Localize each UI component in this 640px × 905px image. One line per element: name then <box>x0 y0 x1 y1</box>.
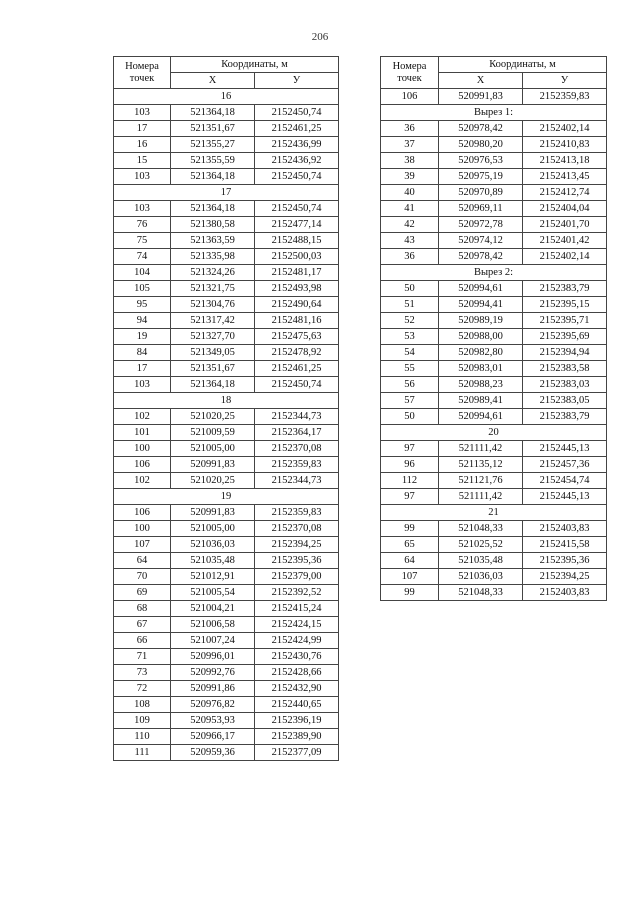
point-number-cell: 54 <box>381 345 439 361</box>
y-coordinate-cell: 2152450,74 <box>255 201 339 217</box>
x-coordinate-cell: 521007,24 <box>171 633 255 649</box>
x-coordinate-cell: 521004,21 <box>171 601 255 617</box>
table-row <box>114 681 339 697</box>
y-coordinate-cell: 2152477,14 <box>255 217 339 233</box>
x-coordinate-cell: 520996,01 <box>171 649 255 665</box>
point-number-cell: 105 <box>114 281 171 297</box>
table-row <box>381 361 607 377</box>
y-coordinate-cell: 2152430,76 <box>255 649 339 665</box>
section-row <box>381 265 607 281</box>
table-row <box>114 345 339 361</box>
point-number-cell: 40 <box>381 185 439 201</box>
x-coordinate-cell: 521364,18 <box>171 377 255 393</box>
point-number-cell: 97 <box>381 441 439 457</box>
table-row <box>381 441 607 457</box>
y-coordinate-cell: 2152481,16 <box>255 313 339 329</box>
point-number-cell: 111 <box>114 745 171 761</box>
y-coordinate-cell: 2152383,03 <box>523 377 607 393</box>
point-number-cell: 15 <box>114 153 171 169</box>
table-row <box>114 745 339 761</box>
table-row <box>381 393 607 409</box>
y-coordinate-cell: 2152415,24 <box>255 601 339 617</box>
y-coordinate-cell: 2152383,79 <box>523 409 607 425</box>
table-row <box>381 489 607 505</box>
table-row <box>114 697 339 713</box>
section-label: 17 <box>114 185 339 201</box>
point-number-cell: 96 <box>381 457 439 473</box>
point-number-cell: 43 <box>381 233 439 249</box>
section-label: Вырез 1: <box>381 105 607 121</box>
table-row <box>114 569 339 585</box>
x-coordinate-cell: 520991,83 <box>171 505 255 521</box>
table-row <box>114 121 339 137</box>
x-coordinate-cell: 521364,18 <box>171 201 255 217</box>
point-number-cell: 64 <box>114 553 171 569</box>
point-number-cell: 56 <box>381 377 439 393</box>
table-row <box>381 345 607 361</box>
y-coordinate-cell: 2152424,99 <box>255 633 339 649</box>
table-row <box>381 329 607 345</box>
point-number-cell: 64 <box>381 553 439 569</box>
y-coordinate-cell: 2152461,25 <box>255 361 339 377</box>
y-coordinate-cell: 2152383,05 <box>523 393 607 409</box>
point-number-cell: 107 <box>114 537 171 553</box>
point-number-cell: 101 <box>114 425 171 441</box>
x-coordinate-cell: 521005,54 <box>171 585 255 601</box>
x-coordinate-cell: 521380,58 <box>171 217 255 233</box>
y-coordinate-cell: 2152359,83 <box>255 457 339 473</box>
y-coordinate-cell: 2152415,58 <box>523 537 607 553</box>
page-number: 206 <box>311 31 329 43</box>
x-coordinate-cell: 521355,59 <box>171 153 255 169</box>
section-label: 19 <box>114 489 339 505</box>
table-row <box>114 377 339 393</box>
point-number-cell: 50 <box>381 409 439 425</box>
x-coordinate-cell: 520974,12 <box>439 233 523 249</box>
point-number-cell: 67 <box>114 617 171 633</box>
table-row <box>114 585 339 601</box>
table-row <box>114 601 339 617</box>
point-number-cell: 55 <box>381 361 439 377</box>
point-number-cell: 41 <box>381 201 439 217</box>
table-row <box>114 217 339 233</box>
point-number-cell: 68 <box>114 601 171 617</box>
table-row <box>114 633 339 649</box>
table-row <box>381 585 607 601</box>
table-row <box>381 249 607 265</box>
x-coordinate-cell: 521020,25 <box>171 409 255 425</box>
table-row <box>381 153 607 169</box>
y-coordinate-cell: 2152383,58 <box>523 361 607 377</box>
section-row <box>114 89 339 105</box>
table-row <box>114 137 339 153</box>
y-coordinate-cell: 2152432,90 <box>255 681 339 697</box>
y-coordinate-cell: 2152389,90 <box>255 729 339 745</box>
point-number-cell: 57 <box>381 393 439 409</box>
y-coordinate-cell: 2152395,71 <box>523 313 607 329</box>
table-row <box>381 121 607 137</box>
x-coordinate-cell: 521048,33 <box>439 521 523 537</box>
section-label: 20 <box>381 425 607 441</box>
section-row <box>114 489 339 505</box>
x-coordinate-cell: 520953,93 <box>171 713 255 729</box>
point-number-cell: 95 <box>114 297 171 313</box>
x-coordinate-cell: 521324,26 <box>171 265 255 281</box>
point-number-cell: 36 <box>381 121 439 137</box>
y-coordinate-cell: 2152450,74 <box>255 169 339 185</box>
x-coordinate-cell: 521048,33 <box>439 585 523 601</box>
point-number-cell: 94 <box>114 313 171 329</box>
x-coordinate-cell: 521349,05 <box>171 345 255 361</box>
point-number-cell: 74 <box>114 249 171 265</box>
table-row <box>381 313 607 329</box>
y-coordinate-cell: 2152344,73 <box>255 473 339 489</box>
y-coordinate-cell: 2152428,66 <box>255 665 339 681</box>
table-row <box>114 313 339 329</box>
table-row <box>114 521 339 537</box>
point-number-cell: 16 <box>114 137 171 153</box>
y-coordinate-cell: 2152396,19 <box>255 713 339 729</box>
table-row <box>381 89 607 105</box>
x-coordinate-cell: 521135,12 <box>439 457 523 473</box>
header-points-line1: Номера <box>125 60 159 72</box>
x-coordinate-cell: 521364,18 <box>171 105 255 121</box>
coordinates-table-right <box>380 56 607 601</box>
y-coordinate-cell: 2152379,00 <box>255 569 339 585</box>
y-coordinate-cell: 2152394,25 <box>255 537 339 553</box>
y-coordinate-cell: 2152500,03 <box>255 249 339 265</box>
y-coordinate-cell: 2152359,83 <box>255 505 339 521</box>
point-number-cell: 106 <box>114 505 171 521</box>
section-row <box>114 185 339 201</box>
x-coordinate-cell: 520969,11 <box>439 201 523 217</box>
header-points-line2: точек <box>129 72 155 84</box>
point-number-cell: 53 <box>381 329 439 345</box>
y-coordinate-cell: 2152404,04 <box>523 201 607 217</box>
point-number-cell: 100 <box>114 441 171 457</box>
section-row <box>381 105 607 121</box>
header-y: У <box>523 73 607 89</box>
table-row <box>114 409 339 425</box>
y-coordinate-cell: 2152364,17 <box>255 425 339 441</box>
table-row <box>114 649 339 665</box>
point-number-cell: 108 <box>114 697 171 713</box>
table-row <box>381 537 607 553</box>
point-number-cell: 70 <box>114 569 171 585</box>
y-coordinate-cell: 2152440,65 <box>255 697 339 713</box>
y-coordinate-cell: 2152403,83 <box>523 521 607 537</box>
y-coordinate-cell: 2152436,99 <box>255 137 339 153</box>
x-coordinate-cell: 521035,48 <box>439 553 523 569</box>
x-coordinate-cell: 521351,67 <box>171 361 255 377</box>
y-coordinate-cell: 2152445,13 <box>523 441 607 457</box>
y-coordinate-cell: 2152395,69 <box>523 329 607 345</box>
table-row <box>114 169 339 185</box>
y-coordinate-cell: 2152370,08 <box>255 521 339 537</box>
table-row <box>114 265 339 281</box>
x-coordinate-cell: 520991,83 <box>171 457 255 473</box>
y-coordinate-cell: 2152454,74 <box>523 473 607 489</box>
x-coordinate-cell: 520978,42 <box>439 121 523 137</box>
y-coordinate-cell: 2152401,42 <box>523 233 607 249</box>
x-coordinate-cell: 521035,48 <box>171 553 255 569</box>
x-coordinate-cell: 520989,41 <box>439 393 523 409</box>
y-coordinate-cell: 2152450,74 <box>255 377 339 393</box>
table-row <box>114 553 339 569</box>
point-number-cell: 102 <box>114 473 171 489</box>
table-row <box>381 521 607 537</box>
header-points-line1: Номера <box>392 60 427 72</box>
section-row <box>114 393 339 409</box>
table-row <box>114 329 339 345</box>
y-coordinate-cell: 2152413,18 <box>523 153 607 169</box>
header-coordinates: Координаты, м <box>439 57 607 73</box>
table-row <box>114 233 339 249</box>
y-coordinate-cell: 2152412,74 <box>523 185 607 201</box>
x-coordinate-cell: 520989,19 <box>439 313 523 329</box>
y-coordinate-cell: 2152493,98 <box>255 281 339 297</box>
point-number-cell: 42 <box>381 217 439 233</box>
header-point-numbers <box>381 57 439 89</box>
table-row <box>381 281 607 297</box>
x-coordinate-cell: 520994,61 <box>439 281 523 297</box>
y-coordinate-cell: 2152424,15 <box>255 617 339 633</box>
point-number-cell: 106 <box>114 457 171 473</box>
point-number-cell: 104 <box>114 265 171 281</box>
section-label: 21 <box>381 505 607 521</box>
x-coordinate-cell: 520976,53 <box>439 153 523 169</box>
table-row <box>114 473 339 489</box>
x-coordinate-cell: 521009,59 <box>171 425 255 441</box>
table-row <box>114 617 339 633</box>
x-coordinate-cell: 521025,52 <box>439 537 523 553</box>
table-row <box>114 361 339 377</box>
header-point-numbers <box>114 57 171 89</box>
point-number-cell: 17 <box>114 361 171 377</box>
x-coordinate-cell: 520970,89 <box>439 185 523 201</box>
table-body-right <box>381 89 607 601</box>
x-coordinate-cell: 520966,17 <box>171 729 255 745</box>
table-row <box>381 217 607 233</box>
point-number-cell: 109 <box>114 713 171 729</box>
point-number-cell: 66 <box>114 633 171 649</box>
x-coordinate-cell: 520991,83 <box>439 89 523 105</box>
y-coordinate-cell: 2152413,45 <box>523 169 607 185</box>
x-coordinate-cell: 521005,00 <box>171 521 255 537</box>
x-coordinate-cell: 521317,42 <box>171 313 255 329</box>
y-coordinate-cell: 2152394,25 <box>523 569 607 585</box>
point-number-cell: 84 <box>114 345 171 361</box>
x-coordinate-cell: 520994,41 <box>439 297 523 313</box>
x-coordinate-cell: 520976,82 <box>171 697 255 713</box>
point-number-cell: 38 <box>381 153 439 169</box>
table-body-left <box>114 89 339 761</box>
y-coordinate-cell: 2152395,15 <box>523 297 607 313</box>
x-coordinate-cell: 521006,58 <box>171 617 255 633</box>
y-coordinate-cell: 2152402,14 <box>523 249 607 265</box>
x-coordinate-cell: 520975,19 <box>439 169 523 185</box>
x-coordinate-cell: 520983,01 <box>439 361 523 377</box>
y-coordinate-cell: 2152436,92 <box>255 153 339 169</box>
x-coordinate-cell: 521335,98 <box>171 249 255 265</box>
x-coordinate-cell: 521005,00 <box>171 441 255 457</box>
point-number-cell: 73 <box>114 665 171 681</box>
header-y: У <box>255 73 339 89</box>
point-number-cell: 106 <box>381 89 439 105</box>
point-number-cell: 65 <box>381 537 439 553</box>
y-coordinate-cell: 2152370,08 <box>255 441 339 457</box>
table-row <box>381 377 607 393</box>
x-coordinate-cell: 520994,61 <box>439 409 523 425</box>
point-number-cell: 112 <box>381 473 439 489</box>
y-coordinate-cell: 2152383,79 <box>523 281 607 297</box>
point-number-cell: 19 <box>114 329 171 345</box>
table-row <box>381 201 607 217</box>
y-coordinate-cell: 2152402,14 <box>523 121 607 137</box>
y-coordinate-cell: 2152490,64 <box>255 297 339 313</box>
table-row <box>381 137 607 153</box>
point-number-cell: 69 <box>114 585 171 601</box>
x-coordinate-cell: 520959,36 <box>171 745 255 761</box>
x-coordinate-cell: 520972,78 <box>439 217 523 233</box>
point-number-cell: 102 <box>114 409 171 425</box>
y-coordinate-cell: 2152457,36 <box>523 457 607 473</box>
table-row <box>114 297 339 313</box>
point-number-cell: 50 <box>381 281 439 297</box>
x-coordinate-cell: 521121,76 <box>439 473 523 489</box>
table-row <box>381 169 607 185</box>
y-coordinate-cell: 2152461,25 <box>255 121 339 137</box>
table-row <box>381 473 607 489</box>
section-label: Вырез 2: <box>381 265 607 281</box>
y-coordinate-cell: 2152450,74 <box>255 105 339 121</box>
y-coordinate-cell: 2152394,94 <box>523 345 607 361</box>
table-row <box>381 297 607 313</box>
point-number-cell: 100 <box>114 521 171 537</box>
header-x: X <box>439 73 523 89</box>
y-coordinate-cell: 2152410,83 <box>523 137 607 153</box>
point-number-cell: 97 <box>381 489 439 505</box>
point-number-cell: 110 <box>114 729 171 745</box>
y-coordinate-cell: 2152395,36 <box>523 553 607 569</box>
x-coordinate-cell: 520988,23 <box>439 377 523 393</box>
y-coordinate-cell: 2152377,09 <box>255 745 339 761</box>
x-coordinate-cell: 521327,70 <box>171 329 255 345</box>
x-coordinate-cell: 521363,59 <box>171 233 255 249</box>
table-row <box>114 665 339 681</box>
table-row <box>381 233 607 249</box>
x-coordinate-cell: 521111,42 <box>439 441 523 457</box>
point-number-cell: 103 <box>114 105 171 121</box>
point-number-cell: 52 <box>381 313 439 329</box>
x-coordinate-cell: 520992,76 <box>171 665 255 681</box>
table-row <box>381 569 607 585</box>
x-coordinate-cell: 521355,27 <box>171 137 255 153</box>
header-points-line2: точек <box>397 72 422 84</box>
x-coordinate-cell: 520982,80 <box>439 345 523 361</box>
section-label: 16 <box>114 89 339 105</box>
point-number-cell: 72 <box>114 681 171 697</box>
table-row <box>114 537 339 553</box>
coordinates-table-left <box>113 56 339 761</box>
x-coordinate-cell: 520988,00 <box>439 329 523 345</box>
point-number-cell: 51 <box>381 297 439 313</box>
table-row <box>114 441 339 457</box>
x-coordinate-cell: 520978,42 <box>439 249 523 265</box>
x-coordinate-cell: 520991,86 <box>171 681 255 697</box>
table-row <box>114 425 339 441</box>
table-row <box>381 185 607 201</box>
point-number-cell: 103 <box>114 201 171 217</box>
header-coordinates: Координаты, м <box>171 57 339 73</box>
table-row <box>114 201 339 217</box>
header-x: X <box>171 73 255 89</box>
point-number-cell: 99 <box>381 521 439 537</box>
table-row <box>114 105 339 121</box>
point-number-cell: 17 <box>114 121 171 137</box>
table-row <box>114 713 339 729</box>
point-number-cell: 75 <box>114 233 171 249</box>
x-coordinate-cell: 521304,76 <box>171 297 255 313</box>
point-number-cell: 103 <box>114 169 171 185</box>
point-number-cell: 76 <box>114 217 171 233</box>
table-row <box>114 729 339 745</box>
point-number-cell: 36 <box>381 249 439 265</box>
y-coordinate-cell: 2152478,92 <box>255 345 339 361</box>
point-number-cell: 71 <box>114 649 171 665</box>
point-number-cell: 39 <box>381 169 439 185</box>
x-coordinate-cell: 521012,91 <box>171 569 255 585</box>
y-coordinate-cell: 2152395,36 <box>255 553 339 569</box>
x-coordinate-cell: 521020,25 <box>171 473 255 489</box>
y-coordinate-cell: 2152392,52 <box>255 585 339 601</box>
y-coordinate-cell: 2152475,63 <box>255 329 339 345</box>
x-coordinate-cell: 521036,03 <box>171 537 255 553</box>
point-number-cell: 107 <box>381 569 439 585</box>
y-coordinate-cell: 2152359,83 <box>523 89 607 105</box>
section-label: 18 <box>114 393 339 409</box>
table-row <box>381 409 607 425</box>
x-coordinate-cell: 521111,42 <box>439 489 523 505</box>
x-coordinate-cell: 521364,18 <box>171 169 255 185</box>
table-row <box>114 457 339 473</box>
x-coordinate-cell: 521321,75 <box>171 281 255 297</box>
point-number-cell: 103 <box>114 377 171 393</box>
point-number-cell: 99 <box>381 585 439 601</box>
x-coordinate-cell: 521351,67 <box>171 121 255 137</box>
table-row <box>114 505 339 521</box>
y-coordinate-cell: 2152488,15 <box>255 233 339 249</box>
section-row <box>381 425 607 441</box>
table-row <box>114 249 339 265</box>
table-row <box>381 457 607 473</box>
y-coordinate-cell: 2152401,70 <box>523 217 607 233</box>
x-coordinate-cell: 521036,03 <box>439 569 523 585</box>
y-coordinate-cell: 2152403,83 <box>523 585 607 601</box>
y-coordinate-cell: 2152344,73 <box>255 409 339 425</box>
section-row <box>381 505 607 521</box>
table-row <box>114 281 339 297</box>
x-coordinate-cell: 520980,20 <box>439 137 523 153</box>
y-coordinate-cell: 2152481,17 <box>255 265 339 281</box>
point-number-cell: 37 <box>381 137 439 153</box>
y-coordinate-cell: 2152445,13 <box>523 489 607 505</box>
table-row <box>381 553 607 569</box>
table-row <box>114 153 339 169</box>
